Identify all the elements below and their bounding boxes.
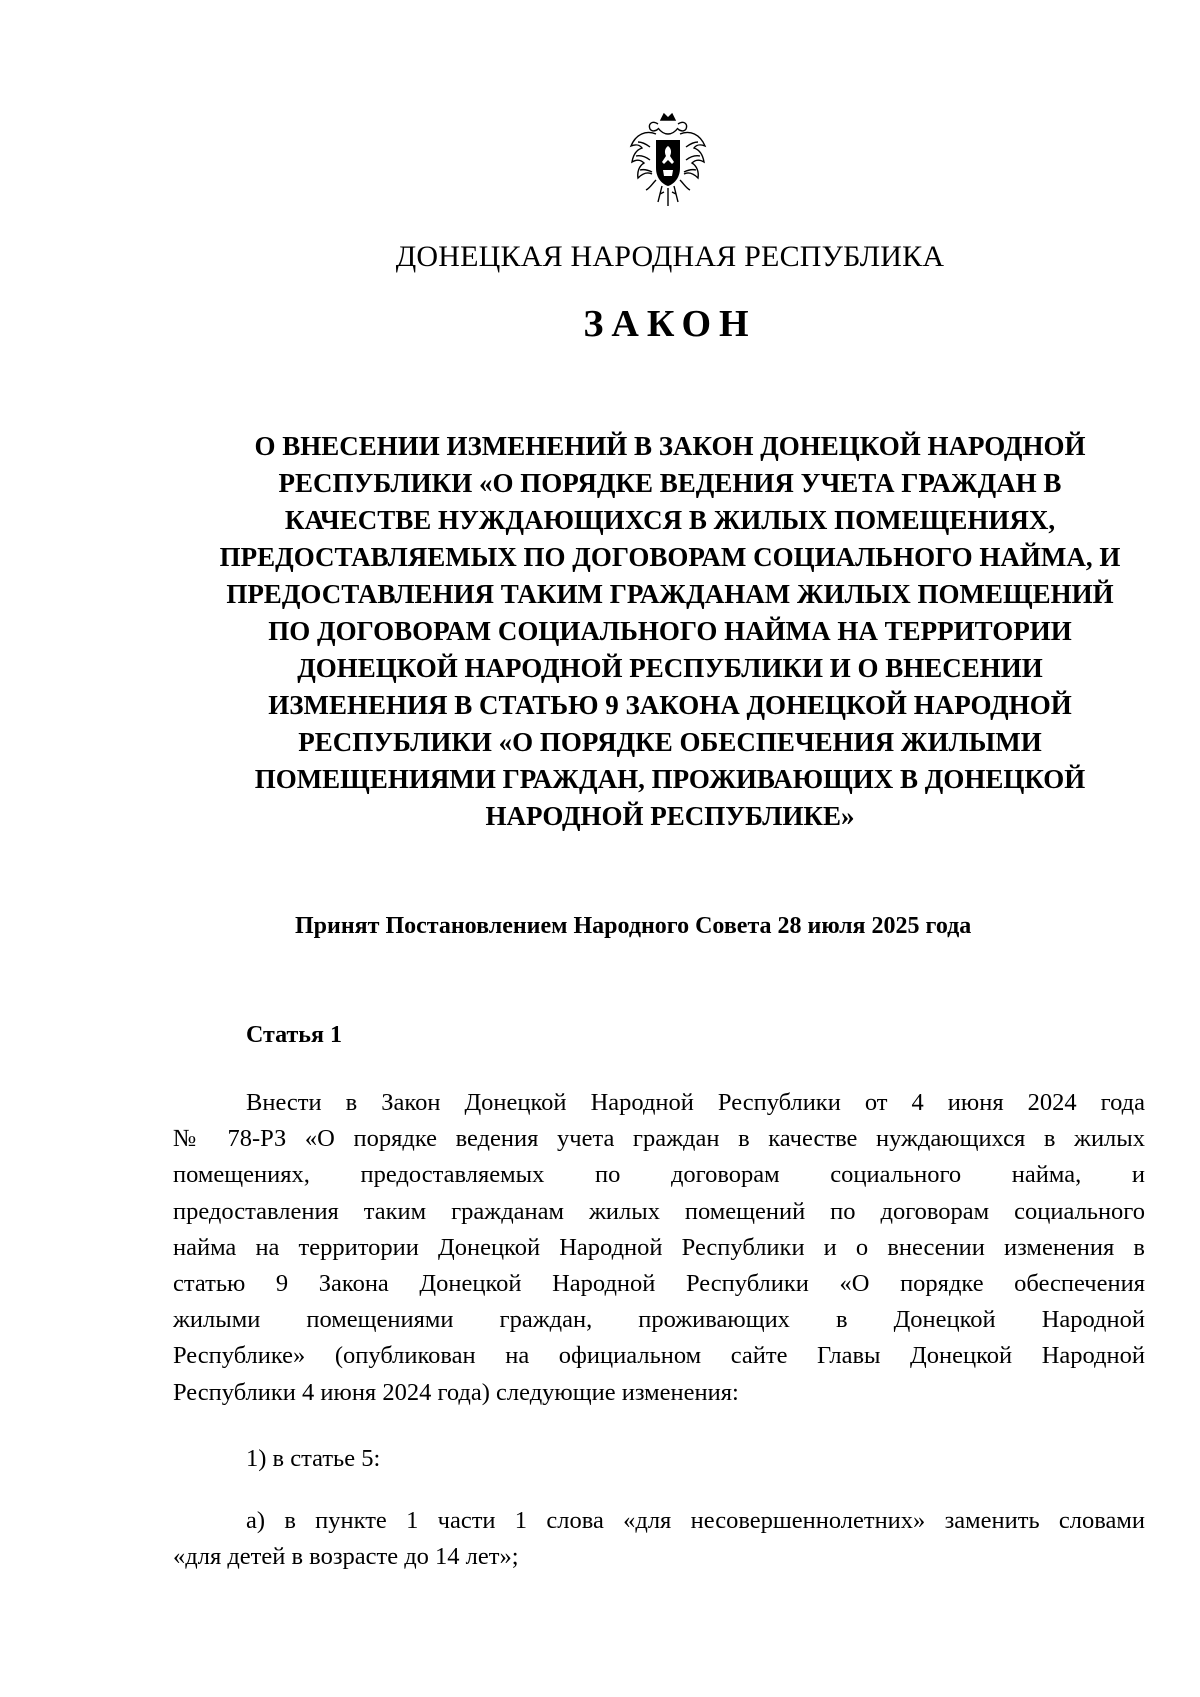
list-item-a-line: а) в пункте 1 части 1 слова «для несовершеннолетних» заменить словами	[246, 1507, 1145, 1534]
list-item-a-line: «для детей в возрасте до 14 лет»;	[173, 1543, 519, 1571]
paragraph-line: помещениях, предоставляемых по договорам социального найма, и	[173, 1161, 1145, 1189]
law-title-line: ПРЕДОСТАВЛЕНИЯ ТАКИМ ГРАЖДАНАМ ЖИЛЫХ ПОМЕЩЕНИЙ	[226, 579, 1114, 609]
document-type: ЗАКОН	[583, 303, 757, 345]
law-title-line: ДОНЕЦКОЙ НАРОДНОЙ РЕСПУБЛИКИ И О ВНЕСЕНИИ	[297, 653, 1043, 683]
law-title-line: ПОМЕЩЕНИЯМИ ГРАЖДАН, ПРОЖИВАЮЩИХ В ДОНЕЦКОЙ	[254, 764, 1086, 794]
adoption-statement: Принят Постановлением Народного Совета 28 июля 2025 года	[295, 913, 972, 939]
paragraph-line: № 78-РЗ «О порядке ведения учета граждан в качестве нуждающихся в жилых	[173, 1125, 1145, 1153]
article-paragraph	[173, 1085, 1145, 1411]
paragraph-line: статью 9 Закона Донецкой Народной Республики «О порядке обеспечения	[173, 1270, 1145, 1298]
paragraph-line: Внести в Закон Донецкой Народной Республики от 4 июня 2024 года	[246, 1089, 1145, 1116]
list-item-a	[173, 1503, 1145, 1575]
law-title	[170, 428, 1170, 835]
law-title-line: РЕСПУБЛИКИ «О ПОРЯДКЕ ОБЕСПЕЧЕНИЯ ЖИЛЫМИ	[298, 727, 1042, 757]
paragraph-line: Республики 4 июня 2024 года) следующие изменения:	[173, 1378, 739, 1406]
paragraph-line: Республике» (опубликован на официальном сайте Главы Донецкой Народной	[173, 1342, 1145, 1370]
paragraph-line: жилыми помещениями граждан, проживающих в Донецкой Народной	[173, 1306, 1145, 1334]
list-item-1: 1) в статье 5:	[246, 1445, 381, 1472]
law-title-line: О ВНЕСЕНИИ ИЗМЕНЕНИЙ В ЗАКОН ДОНЕЦКОЙ НАРОДНОЙ	[254, 431, 1086, 461]
law-title-line: НАРОДНОЙ РЕСПУБЛИКЕ»	[485, 801, 855, 831]
paragraph-line: предоставления таким гражданам жилых помещений по договорам социального	[173, 1197, 1145, 1225]
law-title-line: РЕСПУБЛИКИ «О ПОРЯДКЕ ВЕДЕНИЯ УЧЕТА ГРАЖДАН В	[278, 468, 1062, 498]
law-title-line: КАЧЕСТВЕ НУЖДАЮЩИХСЯ В ЖИЛЫХ ПОМЕЩЕНИЯХ,	[284, 505, 1056, 535]
paragraph-line: найма на территории Донецкой Народной Республики и о внесении изменения в	[173, 1233, 1145, 1261]
law-title-line: ПО ДОГОВОРАМ СОЦИАЛЬНОГО НАЙМА НА ТЕРРИТОРИИ	[268, 616, 1072, 646]
law-title-line: ИЗМЕНЕНИЯ В СТАТЬЮ 9 ЗАКОНА ДОНЕЦКОЙ НАРОДНОЙ	[268, 690, 1072, 720]
article-heading: Статья 1	[246, 1022, 342, 1048]
republic-name: ДОНЕЦКАЯ НАРОДНАЯ РЕСПУБЛИКА	[395, 240, 945, 273]
law-title-line: ПРЕДОСТАВЛЯЕМЫХ ПО ДОГОВОРАМ СОЦИАЛЬНОГО НАЙМА, И	[219, 542, 1121, 572]
coat-of-arms-icon	[628, 112, 708, 210]
